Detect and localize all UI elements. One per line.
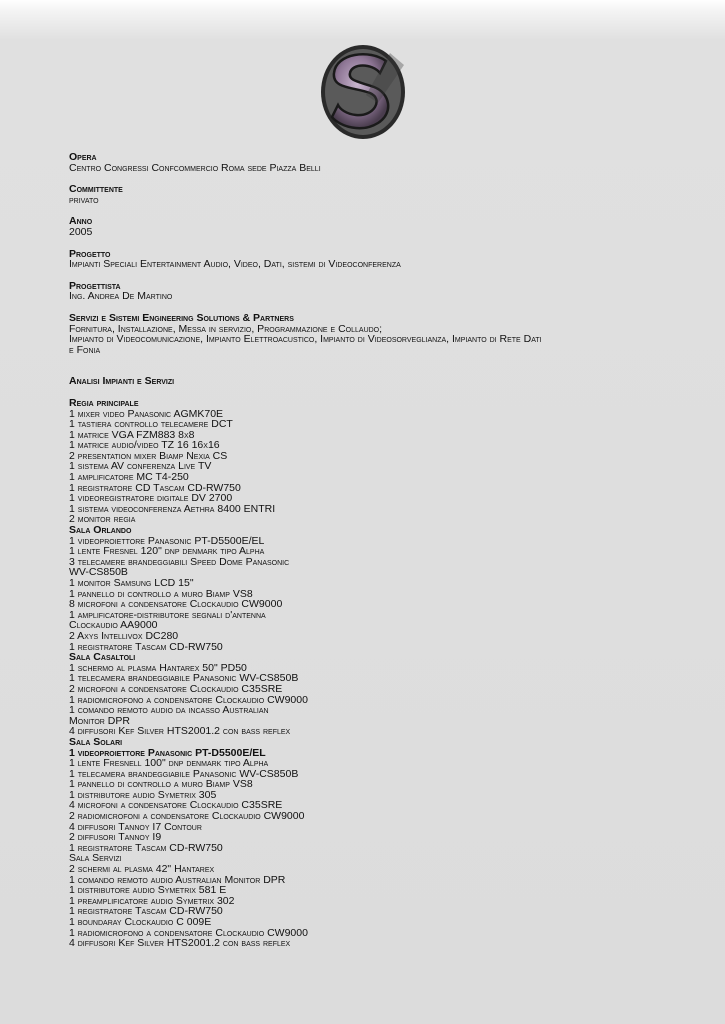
equipment-item: 1 videoproiettore Panasonic PT-D5500E/EL [69,746,266,759]
equipment-item: 2 monitor regia [69,513,136,526]
equipment-item: 2 radiomicrofoni a condensatore Clockaudio CW9000 [69,810,305,823]
equipment-item: WV-CS850B [69,566,128,579]
project-section [69,152,669,173]
section-value: Centro Congressi Confcommercio Roma sede Piazza Belli [69,161,321,174]
section-label: Progettista [69,279,121,292]
section-value: Fornitura, Installazione, Messa in servizio, Programmazione e Collaudo; [69,322,383,335]
equipment-item: 1 registratore CD Tascam CD-RW750 [69,481,241,494]
equipment-item: 1 sistema AV conferenza Live TV [69,460,212,473]
section-label: Progetto [69,247,111,260]
equipment-item: 1 schermo al plasma Hantarex 50" PD50 [69,661,247,674]
section-value: Impianti Speciali Entertainment Audio, Video, Dati, sistemi di Videoconferenza [69,258,401,271]
equipment-item: 1 videoregistratore digitale DV 2700 [69,492,233,505]
equipment-item: 1 registratore Tascam CD-RW750 [69,640,223,653]
equipment-item: 4 microfoni a condensatore Clockaudio C35SRE [69,799,283,812]
equipment-item: 1 monitor Samsung LCD 15" [69,577,194,589]
equipment-item: Sala Servizi [69,852,122,865]
section-label: Servizi e Sistemi Engineering Solutions & Partners [69,311,294,324]
equipment-item: 1 pannello di controllo a muro Biamp VS8 [69,587,253,600]
equipment-item: 1 preamplificatore audio Symetrix 302 [69,894,235,907]
equipment-item: 1 registratore Tascam CD-RW750 [69,905,223,918]
equipment-item: 3 telecamere brandeggiabili Speed Dome Panasonic [69,555,290,568]
document-body [69,152,669,949]
equipment-item: 1 radiomicrofono a condensatore Clockaudio CW9000 [69,926,308,939]
equipment-item: 1 telecamera brandeggiabile Panasonic WV-CS850B [69,672,299,685]
equipment-item: 4 diffusori Tannoy I7 Contour [69,820,202,833]
equipment-item: 8 microfoni a condensatore Clockaudio CW9000 [69,598,283,611]
room-title: Sala Solari [69,735,123,748]
equipment-item: 1 telecamera brandeggiabile Panasonic WV-CS850B [69,767,299,780]
project-section [69,184,669,205]
section-value: privato [69,193,99,206]
section-label: Anno [69,215,93,228]
company-logo [318,43,408,141]
equipment-item: 1 distributore audio Symetrix 581 E [69,884,227,897]
equipment-item: 1 comando remoto audio da incasso Australian [69,704,269,717]
equipment-item: 1 amplificatore MC T4-250 [69,471,189,484]
section-label: Committente [69,183,123,196]
equipment-item: 1 radiomicrofono a condensatore Clockaudio CW9000 [69,693,308,706]
room-title: Regia principale [69,396,139,409]
section-value: e Fonia [69,343,101,356]
equipment-item: 1 mixer video Panasonic AGMK70E [69,407,224,420]
equipment-item: 1 videoproiettore Panasonic PT-D5500E/EL [69,534,265,547]
equipment-item: Monitor DPR [69,714,130,727]
equipment-item: 1 lente Fresnell 100" dnp denmark tipo Alpha [69,757,269,770]
equipment-item: 1 matrice audio/video TZ 16 16x16 [69,439,220,452]
equipment-item: 1 comando remoto audio Australian Monitor DPR [69,873,286,886]
equipment-item: 1 matrice VGA FZM883 8x8 [69,428,195,441]
equipment-item: 2 diffusori Tannoy I9 [69,831,162,844]
analysis-title: Analisi Impianti e Servizi [69,375,175,388]
project-section [69,216,669,237]
equipment-item: 2 microfoni a condensatore Clockaudio C35SRE [69,682,283,695]
equipment-item: 1 tastiera controllo telecamere DCT [69,418,233,431]
equipment-item: 2 presentation mixer Biamp Nexia CS [69,449,228,462]
project-section [69,249,669,270]
equipment-item: 1 sistema videoconferenza Aethra 8400 ENTRI [69,502,276,515]
section-label: Opera [69,151,97,163]
room-title: Sala Casaltoli [69,651,136,664]
equipment-item: 1 boundaray Clockaudio C 009E [69,916,212,928]
equipment-item: 1 lente Fresnel 120" dnp denmark tipo Alpha [69,545,265,558]
project-section [69,281,669,302]
equipment-item: 1 pannello di controllo a muro Biamp VS8 [69,778,253,791]
project-section [69,313,669,355]
section-value: Impianto di Videocomunicazione, Impianto Elettroacustico, Impianto di Videosorveglianza, Impianto di Rete Dati [69,333,542,346]
section-value: 2005 [69,225,93,238]
equipment-item: 1 distributore audio Symetrix 305 [69,788,217,801]
equipment-item: 4 diffusori Kef Silver HTS2001.2 con bass reflex [69,725,291,738]
equipment-item: Clockaudio AA9000 [69,619,158,632]
equipment-item: 2 schermi al plasma 42" Hantarex [69,863,215,876]
room-title: Sala Orlando [69,524,132,537]
equipment-item: 2 Axys Intellivox DC280 [69,629,179,642]
equipment-item: 4 diffusori Kef Silver HTS2001.2 con bass reflex [69,937,291,950]
section-value: Ing. Andrea De Martino [69,290,173,303]
equipment-item: 1 registratore Tascam CD-RW750 [69,841,223,854]
equipment-item: 1 amplificatore-distributore segnali d'antenna [69,608,266,621]
